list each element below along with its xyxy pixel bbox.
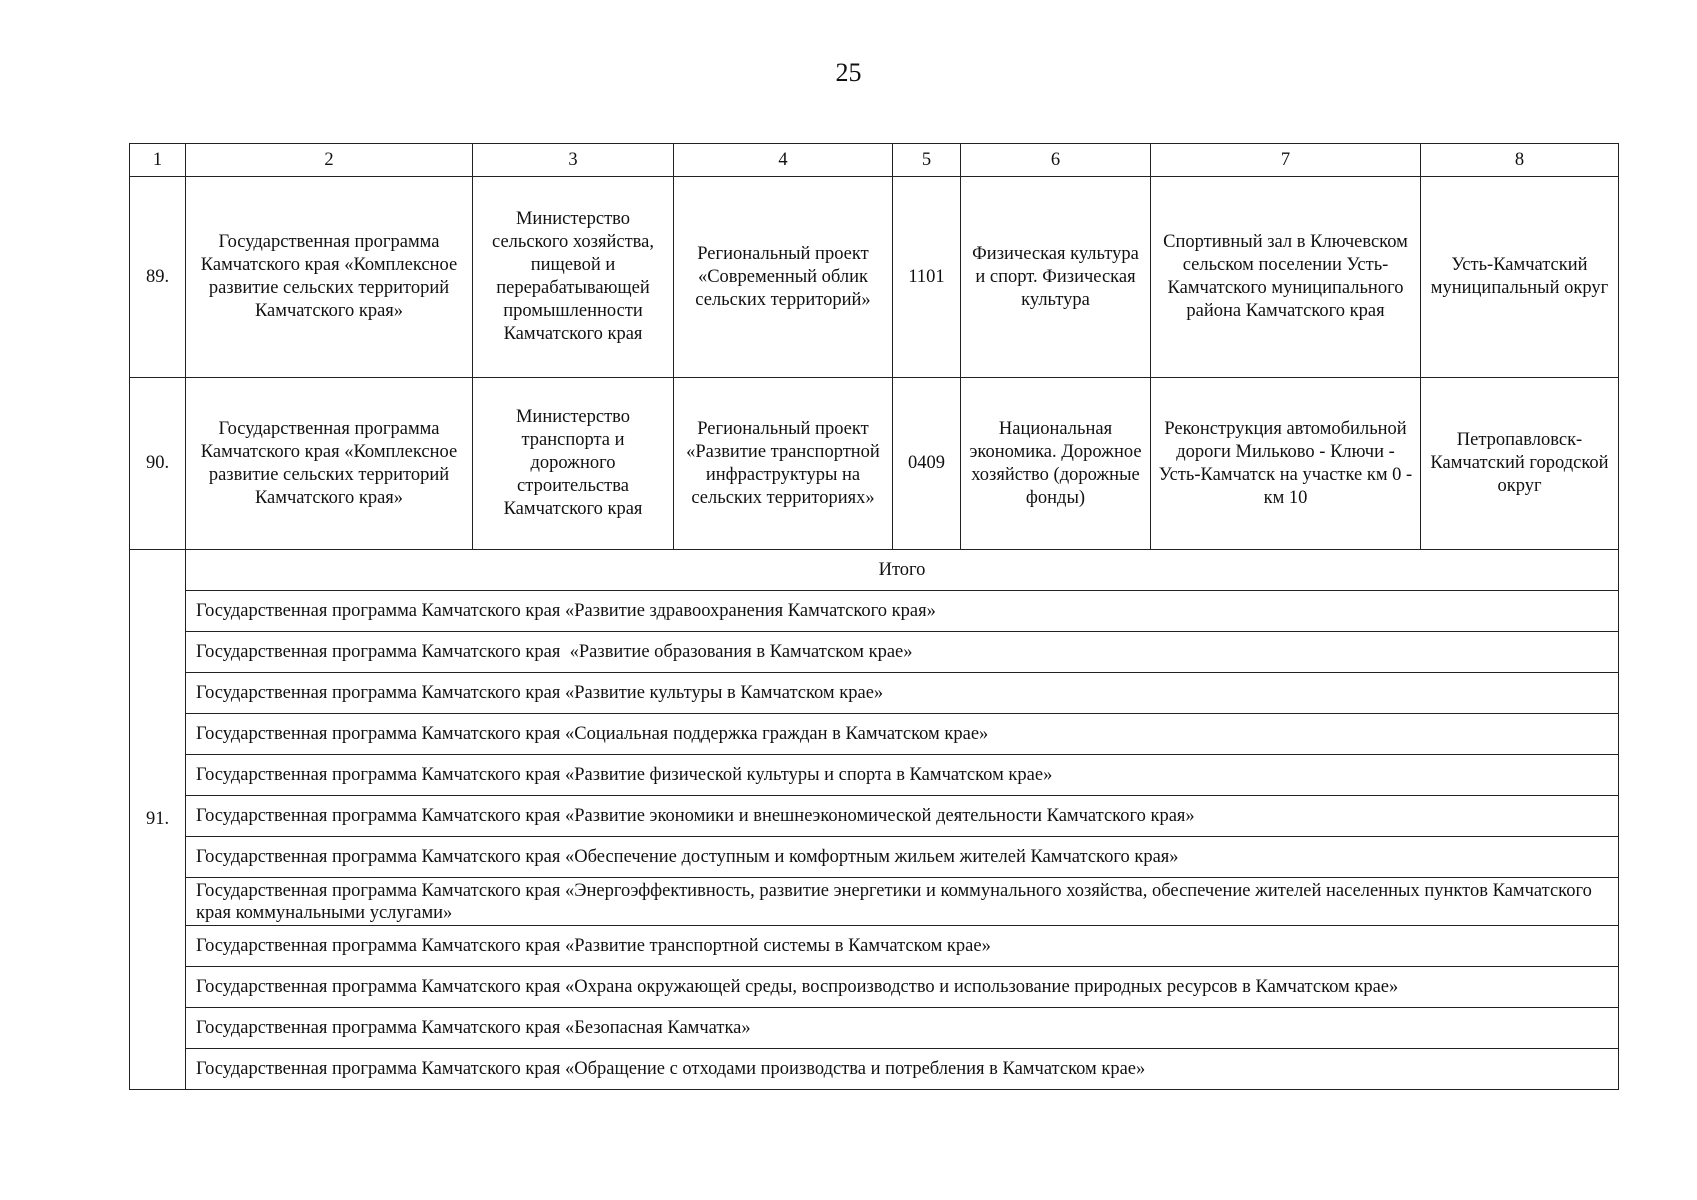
total-row [130,550,1619,591]
header-cell: 5 [893,144,961,177]
total-program-row [130,714,1619,755]
object-cell: Спортивный зал в Ключевском сельском поселении Усть-Камчатского муниципального района Камчатского края [1151,177,1421,378]
header-cell: 7 [1151,144,1421,177]
total-program-cell: Государственная программа Камчатского края «Развитие культуры в Камчатском крае» [186,673,1619,714]
header-cell: 3 [473,144,674,177]
row-number: 90. [130,378,186,550]
ministry-cell: Министерство транспорта и дорожного строительства Камчатского края [473,378,674,550]
total-program-cell: Государственная программа Камчатского края «Развитие образования в Камчатском крае» [186,632,1619,673]
section-cell: Национальная экономика. Дорожное хозяйство (дорожные фонды) [961,378,1151,550]
header-cell: 2 [186,144,473,177]
total-program-cell: Государственная программа Камчатского края «Развитие транспортной системы в Камчатском крае» [186,926,1619,967]
header-cell: 4 [674,144,893,177]
row-number: 91. [130,550,186,1090]
table-row [130,378,1619,550]
total-program-cell: Государственная программа Камчатского края «Безопасная Камчатка» [186,1008,1619,1049]
page-number: 25 [835,58,862,87]
total-program-cell: Государственная программа Камчатского края «Социальная поддержка граждан в Камчатском крае» [186,714,1619,755]
total-program-row [130,755,1619,796]
total-program-row [130,967,1619,1008]
header-cell: 6 [961,144,1151,177]
total-program-row [130,926,1619,967]
total-label: Итого [186,550,1619,591]
total-program-cell: Государственная программа Камчатского края «Развитие экономики и внешнеэкономической деятельности Камчатского края» [186,796,1619,837]
total-program-row [130,591,1619,632]
total-program-cell: Государственная программа Камчатского края «Обеспечение доступным и комфортным жильем жителей Камчатского края» [186,837,1619,878]
table-header-row [130,144,1619,177]
header-cell: 1 [130,144,186,177]
total-program-cell: Государственная программа Камчатского края «Развитие физической культуры и спорта в Камчатском крае» [186,755,1619,796]
program-cell: Государственная программа Камчатского края «Комплексное развитие сельских территорий Камчатского края» [186,378,473,550]
total-program-row [130,1008,1619,1049]
total-program-cell: Государственная программа Камчатского края «Развитие здравоохранения Камчатского края» [186,591,1619,632]
object-cell: Реконструкция автомобильной дороги Мильково - Ключи - Усть-Камчатск на участке км 0 - км 10 [1151,378,1421,550]
table-row [130,177,1619,378]
objects-table [129,143,1619,1090]
section-cell: Физическая культура и спорт. Физическая культура [961,177,1151,378]
project-cell: Региональный проект «Развитие транспортной инфраструктуры на сельских территориях» [674,378,893,550]
municipality-cell: Петропавловск-Камчатский городской округ [1421,378,1619,550]
total-program-cell: Государственная программа Камчатского края «Обращение с отходами производства и потребления в Камчатском крае» [186,1049,1619,1090]
total-program-row [130,673,1619,714]
total-program-row [130,837,1619,878]
code-cell: 0409 [893,378,961,550]
row-number: 89. [130,177,186,378]
total-program-row [130,796,1619,837]
ministry-cell: Министерство сельского хозяйства, пищевой и перерабатывающей промышленности Камчатского края [473,177,674,378]
total-program-cell: Государственная программа Камчатского края «Энергоэффективность, развитие энергетики и коммунального хозяйства, обеспечение жителей населенных пунктов Камчатского края коммунальными услугами» [186,878,1619,926]
project-cell: Региональный проект «Современный облик сельских территорий» [674,177,893,378]
total-program-row [130,632,1619,673]
code-cell: 1101 [893,177,961,378]
program-cell: Государственная программа Камчатского края «Комплексное развитие сельских территорий Камчатского края» [186,177,473,378]
total-program-row [130,878,1619,926]
total-program-cell: Государственная программа Камчатского края «Охрана окружающей среды, воспроизводство и использование природных ресурсов в Камчатском крае» [186,967,1619,1008]
header-cell: 8 [1421,144,1619,177]
total-program-row [130,1049,1619,1090]
municipality-cell: Усть-Камчатский муниципальный округ [1421,177,1619,378]
